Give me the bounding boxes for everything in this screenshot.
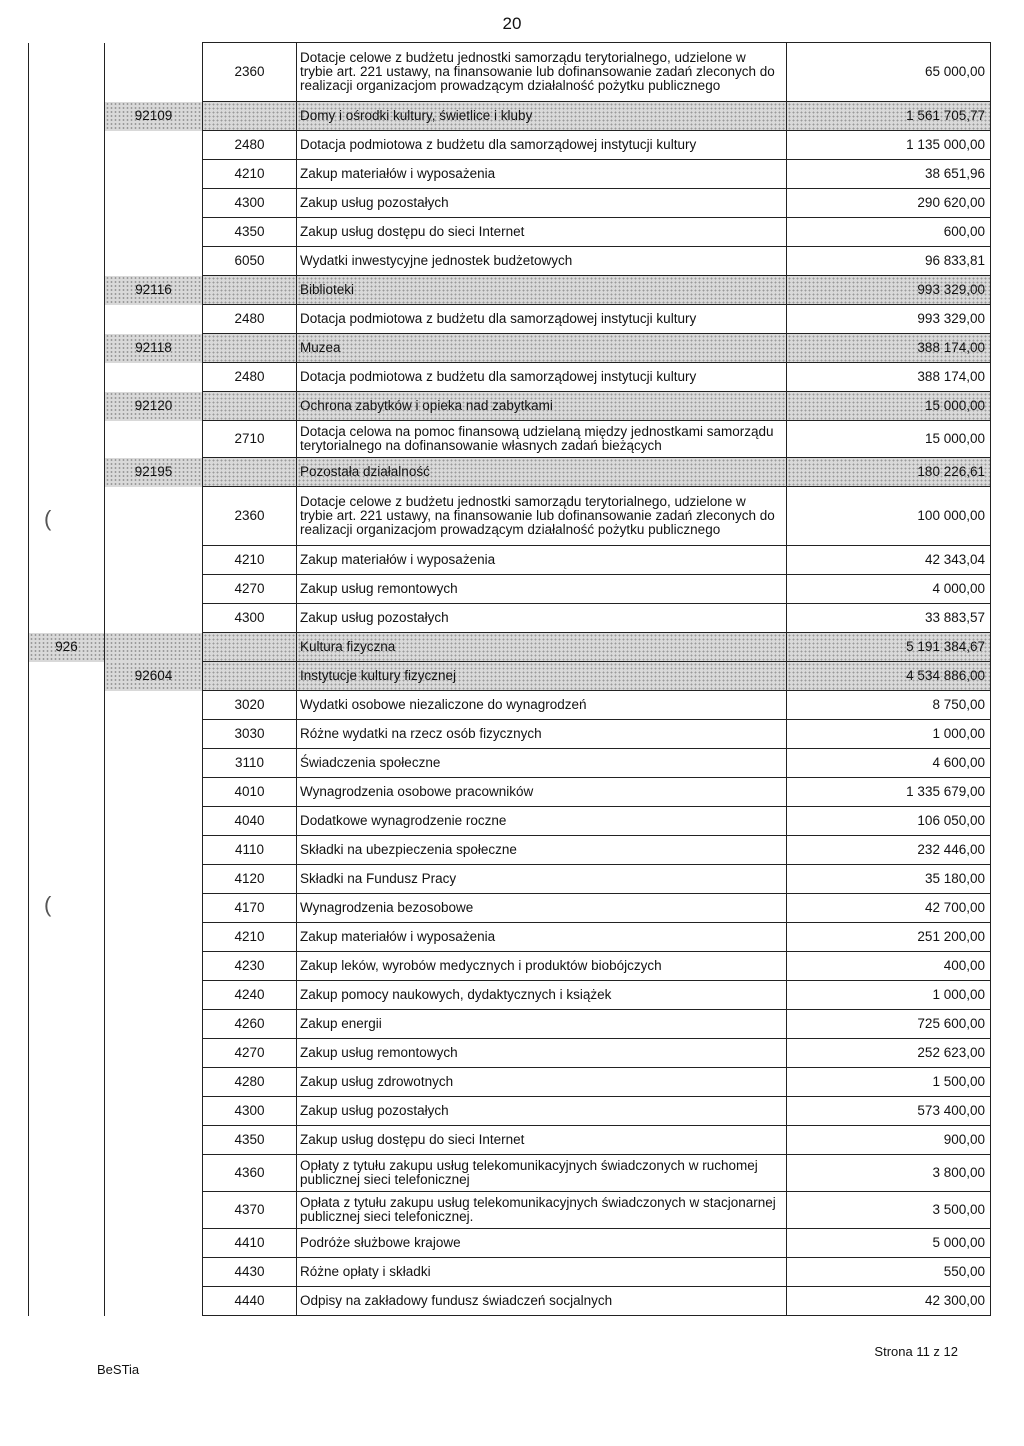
cell-dzial [29,1229,105,1258]
cell-amount: 3 500,00 [787,1192,991,1229]
cell-description: Opłaty z tytułu zakupu usług telekomunikacyjnych świadczonych w ruchomej publicznej sieci telefonicznej [297,1155,787,1192]
cell-dzial [29,160,105,189]
cell-amount: 388 174,00 [787,363,991,392]
cell-paragraf [203,276,297,305]
cell-dzial [29,1287,105,1316]
cell-description: Wydatki inwestycyjne jednostek budżetowych [297,247,787,276]
cell-amount: 251 200,00 [787,923,991,952]
cell-rozdzial [105,1010,203,1039]
cell-description: Zakup materiałów i wyposażenia [297,923,787,952]
cell-rozdzial [105,247,203,276]
cell-description: Składki na ubezpieczenia społeczne [297,836,787,865]
cell-description: Opłata z tytułu zakupu usług telekomunikacyjnych świadczonych w stacjonarnej publicznej sieci telefonicznej. [297,1192,787,1229]
cell-rozdzial [105,1229,203,1258]
cell-description: Zakup usług pozostałych [297,604,787,633]
table-row [29,1068,991,1097]
cell-rozdzial [105,305,203,334]
cell-paragraf: 4350 [203,218,297,247]
cell-dzial [29,131,105,160]
cell-description: Zakup materiałów i wyposażenia [297,546,787,575]
cell-paragraf: 2360 [203,487,297,546]
table-row [29,981,991,1010]
cell-paragraf: 4040 [203,807,297,836]
cell-amount: 5 191 384,67 [787,633,991,662]
cell-paragraf: 4350 [203,1126,297,1155]
cell-dzial [29,778,105,807]
cell-dzial [29,1068,105,1097]
cell-paragraf [203,458,297,487]
cell-rozdzial: 92109 [105,102,203,131]
cell-rozdzial: 92118 [105,334,203,363]
table-row [29,1010,991,1039]
cell-rozdzial [105,865,203,894]
cell-paragraf: 4210 [203,160,297,189]
cell-paragraf: 4210 [203,546,297,575]
cell-amount: 993 329,00 [787,276,991,305]
cell-rozdzial [105,981,203,1010]
cell-description: Zakup usług zdrowotnych [297,1068,787,1097]
table-row [29,218,991,247]
table-row [29,923,991,952]
cell-amount: 106 050,00 [787,807,991,836]
table-row [29,1097,991,1126]
cell-paragraf: 4240 [203,981,297,1010]
cell-paragraf: 2480 [203,363,297,392]
table-row [29,836,991,865]
cell-rozdzial: 92120 [105,392,203,421]
cell-paragraf: 4010 [203,778,297,807]
cell-amount: 232 446,00 [787,836,991,865]
cell-description: Zakup leków, wyrobów medycznych i produktów biobójczych [297,952,787,981]
cell-amount: 5 000,00 [787,1229,991,1258]
cell-dzial [29,305,105,334]
budget-table [28,42,991,1316]
cell-amount: 1 000,00 [787,981,991,1010]
table-row [29,546,991,575]
cell-paragraf: 4300 [203,189,297,218]
cell-rozdzial [105,894,203,923]
cell-dzial [29,1126,105,1155]
cell-amount: 1 335 679,00 [787,778,991,807]
table-row [29,487,991,546]
cell-paragraf: 3110 [203,749,297,778]
cell-description: Składki na Fundusz Pracy [297,865,787,894]
cell-rozdzial [105,160,203,189]
cell-amount: 1 561 705,77 [787,102,991,131]
cell-description: Świadczenia społeczne [297,749,787,778]
table-row [29,575,991,604]
cell-rozdzial [105,1039,203,1068]
cell-paragraf: 2480 [203,131,297,160]
cell-paragraf: 4230 [203,952,297,981]
cell-description: Pozostała działalność [297,458,787,487]
table-row [29,720,991,749]
cell-description: Zakup usług pozostałych [297,1097,787,1126]
cell-paragraf: 3020 [203,691,297,720]
cell-amount: 180 226,61 [787,458,991,487]
table-row [29,1258,991,1287]
margin-mark: ( [44,892,52,917]
cell-rozdzial [105,131,203,160]
cell-description: Podróże służbowe krajowe [297,1229,787,1258]
cell-dzial [29,720,105,749]
cell-rozdzial: 92116 [105,276,203,305]
table-row [29,604,991,633]
cell-paragraf: 4210 [203,923,297,952]
cell-amount: 4 600,00 [787,749,991,778]
cell-amount: 8 750,00 [787,691,991,720]
cell-amount: 252 623,00 [787,1039,991,1068]
cell-amount: 290 620,00 [787,189,991,218]
table-row [29,662,991,691]
cell-rozdzial [105,923,203,952]
cell-dzial [29,1039,105,1068]
cell-dzial [29,691,105,720]
cell-rozdzial [105,487,203,546]
cell-dzial [29,189,105,218]
cell-paragraf: 4280 [203,1068,297,1097]
table-row [29,778,991,807]
cell-rozdzial [105,421,203,458]
cell-amount: 38 651,96 [787,160,991,189]
cell-paragraf [203,633,297,662]
cell-amount: 15 000,00 [787,421,991,458]
cell-description: Biblioteki [297,276,787,305]
cell-paragraf: 3030 [203,720,297,749]
cell-description: Wynagrodzenia bezosobowe [297,894,787,923]
cell-description: Muzea [297,334,787,363]
cell-description: Zakup usług remontowych [297,1039,787,1068]
cell-description: Zakup usług dostępu do sieci Internet [297,1126,787,1155]
table-row [29,334,991,363]
cell-paragraf [203,392,297,421]
cell-rozdzial [105,1287,203,1316]
cell-description: Dotacje celowe z budżetu jednostki samorządu terytorialnego, udzielone w trybie art. 221 ustawy, na finansowanie lub dofinansowanie zadań zleconych do realizacji organizacjom prowadzącym działalność pożytku publicznego [297,43,787,102]
cell-rozdzial [105,363,203,392]
cell-paragraf: 4270 [203,575,297,604]
cell-dzial [29,981,105,1010]
cell-dzial [29,1155,105,1192]
cell-paragraf: 4360 [203,1155,297,1192]
cell-dzial [29,1258,105,1287]
table-row [29,1039,991,1068]
cell-dzial [29,807,105,836]
cell-description: Różne wydatki na rzecz osób fizycznych [297,720,787,749]
footer-software-name: BeSTia [97,1362,140,1377]
cell-description: Dotacja podmiotowa z budżetu dla samorządowej instytucji kultury [297,363,787,392]
cell-dzial [29,1010,105,1039]
cell-amount: 33 883,57 [787,604,991,633]
table-row [29,392,991,421]
table-row [29,421,991,458]
cell-dzial [29,218,105,247]
cell-rozdzial [105,807,203,836]
cell-paragraf: 4430 [203,1258,297,1287]
footer-page-counter: Strona 11 z 12 [874,1344,958,1359]
cell-rozdzial [105,749,203,778]
cell-amount: 725 600,00 [787,1010,991,1039]
cell-rozdzial [105,43,203,102]
cell-amount: 96 833,81 [787,247,991,276]
cell-dzial [29,865,105,894]
cell-rozdzial [105,1192,203,1229]
cell-amount: 3 800,00 [787,1155,991,1192]
cell-dzial [29,1097,105,1126]
cell-amount: 65 000,00 [787,43,991,102]
cell-paragraf: 4300 [203,1097,297,1126]
cell-dzial [29,276,105,305]
cell-dzial [29,43,105,102]
table-row [29,458,991,487]
cell-description: Zakup energii [297,1010,787,1039]
cell-paragraf: 4120 [203,865,297,894]
cell-amount: 42 700,00 [787,894,991,923]
cell-description: Zakup usług pozostałych [297,189,787,218]
cell-dzial [29,749,105,778]
cell-dzial [29,247,105,276]
table-row [29,189,991,218]
table-row [29,247,991,276]
cell-description: Ochrona zabytków i opieka nad zabytkami [297,392,787,421]
cell-description: Dotacja podmiotowa z budżetu dla samorządowej instytucji kultury [297,131,787,160]
cell-amount: 4 534 886,00 [787,662,991,691]
cell-amount: 400,00 [787,952,991,981]
cell-amount: 600,00 [787,218,991,247]
cell-rozdzial [105,546,203,575]
cell-dzial: 926 [29,633,105,662]
cell-dzial [29,604,105,633]
cell-rozdzial [105,778,203,807]
cell-description: Różne opłaty i składki [297,1258,787,1287]
cell-amount: 1 500,00 [787,1068,991,1097]
cell-paragraf [203,334,297,363]
table-row [29,749,991,778]
cell-description: Wynagrodzenia osobowe pracowników [297,778,787,807]
cell-description: Dotacja podmiotowa z budżetu dla samorządowej instytucji kultury [297,305,787,334]
cell-paragraf: 4300 [203,604,297,633]
table-row [29,1155,991,1192]
cell-description: Dotacje celowe z budżetu jednostki samorządu terytorialnego, udzielone w trybie art. 221 ustawy, na finansowanie lub dofinansowanie zadań zleconych do realizacji organizacjom prowadzącym działalność pożytku publicznego [297,487,787,546]
cell-rozdzial: 92195 [105,458,203,487]
cell-dzial [29,575,105,604]
table-row [29,102,991,131]
cell-dzial [29,392,105,421]
table-row [29,1287,991,1316]
table-row [29,1126,991,1155]
cell-paragraf: 4440 [203,1287,297,1316]
cell-amount: 550,00 [787,1258,991,1287]
table-row [29,131,991,160]
budget-table-body [29,43,991,1316]
cell-rozdzial [105,575,203,604]
cell-rozdzial [105,189,203,218]
cell-amount: 35 180,00 [787,865,991,894]
cell-amount: 1 135 000,00 [787,131,991,160]
cell-paragraf: 2480 [203,305,297,334]
cell-paragraf [203,662,297,691]
cell-dzial [29,952,105,981]
cell-dzial [29,458,105,487]
cell-rozdzial [105,218,203,247]
cell-description: Zakup materiałów i wyposażenia [297,160,787,189]
cell-paragraf: 4410 [203,1229,297,1258]
cell-dzial [29,923,105,952]
cell-paragraf [203,102,297,131]
cell-description: Domy i ośrodki kultury, świetlice i kluby [297,102,787,131]
table-row [29,952,991,981]
cell-paragraf: 2710 [203,421,297,458]
cell-description: Dodatkowe wynagrodzenie roczne [297,807,787,836]
cell-amount: 15 000,00 [787,392,991,421]
cell-amount: 1 000,00 [787,720,991,749]
cell-rozdzial [105,691,203,720]
cell-rozdzial [105,1155,203,1192]
cell-dzial [29,1192,105,1229]
cell-paragraf: 4260 [203,1010,297,1039]
cell-paragraf: 6050 [203,247,297,276]
cell-rozdzial [105,836,203,865]
cell-rozdzial [105,1258,203,1287]
cell-dzial [29,102,105,131]
cell-amount: 573 400,00 [787,1097,991,1126]
cell-dzial [29,363,105,392]
table-row [29,43,991,102]
cell-description: Odpisy na zakładowy fundusz świadczeń socjalnych [297,1287,787,1316]
cell-description: Instytucje kultury fizycznej [297,662,787,691]
cell-paragraf: 4110 [203,836,297,865]
cell-dzial [29,546,105,575]
cell-rozdzial [105,1097,203,1126]
cell-dzial [29,421,105,458]
cell-description: Zakup usług remontowych [297,575,787,604]
table-row [29,807,991,836]
cell-rozdzial: 92604 [105,662,203,691]
table-row [29,305,991,334]
table-row [29,691,991,720]
cell-amount: 993 329,00 [787,305,991,334]
cell-paragraf: 4370 [203,1192,297,1229]
cell-paragraf: 4270 [203,1039,297,1068]
cell-rozdzial [105,604,203,633]
cell-description: Wydatki osobowe niezaliczone do wynagrodzeń [297,691,787,720]
page-number: 20 [502,14,522,33]
cell-dzial [29,487,105,546]
table-row [29,1229,991,1258]
cell-rozdzial [105,633,203,662]
cell-paragraf: 2360 [203,43,297,102]
cell-rozdzial [105,952,203,981]
table-row [29,363,991,392]
cell-amount: 388 174,00 [787,334,991,363]
table-row [29,276,991,305]
cell-amount: 100 000,00 [787,487,991,546]
cell-description: Dotacja celowa na pomoc finansową udzielaną między jednostkami samorządu terytorialnego na dofinansowanie własnych zadań bieżących [297,421,787,458]
cell-rozdzial [105,1126,203,1155]
cell-description: Zakup pomocy naukowych, dydaktycznych i książek [297,981,787,1010]
cell-dzial [29,662,105,691]
cell-amount: 4 000,00 [787,575,991,604]
table-row [29,633,991,662]
cell-rozdzial [105,1068,203,1097]
table-row [29,894,991,923]
table-row [29,160,991,189]
margin-mark: ( [44,506,52,531]
cell-description: Zakup usług dostępu do sieci Internet [297,218,787,247]
cell-description: Kultura fizyczna [297,633,787,662]
cell-amount: 900,00 [787,1126,991,1155]
cell-dzial [29,836,105,865]
cell-rozdzial [105,720,203,749]
cell-amount: 42 343,04 [787,546,991,575]
cell-amount: 42 300,00 [787,1287,991,1316]
cell-dzial [29,894,105,923]
table-row [29,1192,991,1229]
cell-paragraf: 4170 [203,894,297,923]
table-row [29,865,991,894]
cell-dzial [29,334,105,363]
